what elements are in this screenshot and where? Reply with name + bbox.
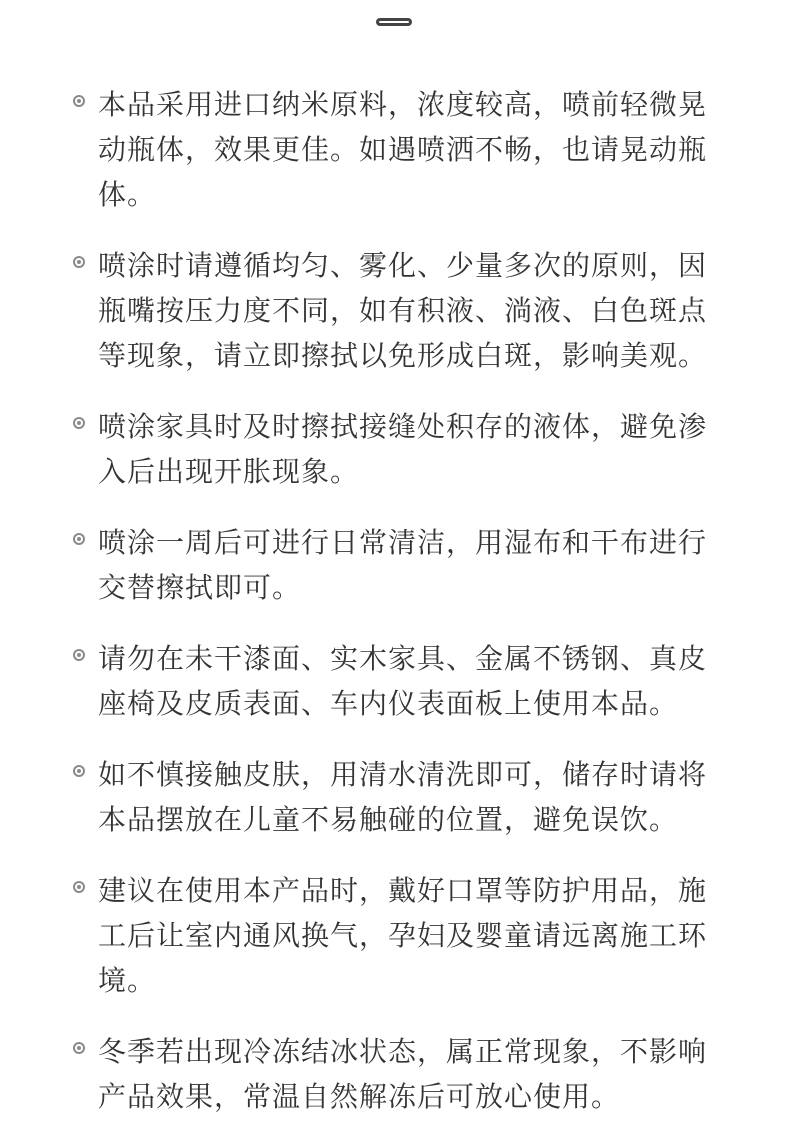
circle-bullet-icon (73, 765, 85, 777)
list-item (0, 243, 790, 378)
list-item (0, 520, 790, 610)
note-text: 喷涂家具时及时擦拭接缝处积存的液体，避免渗入后出现开胀现象。 (98, 410, 708, 488)
circle-bullet-icon (73, 1042, 85, 1054)
note-text: 本品采用进口纳米原料，浓度较高，喷前轻微晃动瓶体，效果更佳。如遇喷洒不畅，也请晃动瓶体。 (98, 88, 708, 211)
list-item (0, 404, 790, 494)
note-text: 喷涂一周后可进行日常清洁，用湿布和干布进行交替擦拭即可。 (98, 526, 708, 604)
note-text: 如不慎接触皮肤，用清水清洗即可，储存时请将本品摆放在儿童不易触碰的位置，避免误饮。 (98, 758, 708, 836)
usage-notes-list (0, 82, 790, 1128)
list-item (0, 868, 790, 1003)
list-item (0, 636, 790, 726)
circle-bullet-icon (73, 533, 85, 545)
note-text: 冬季若出现冷冻结冰状态，属正常现象，不影响产品效果，常温自然解冻后可放心使用。 (98, 1035, 708, 1113)
circle-bullet-icon (73, 881, 85, 893)
circle-bullet-icon (73, 256, 85, 268)
circle-bullet-icon (73, 95, 85, 107)
drag-handle-icon[interactable] (376, 18, 412, 26)
note-text: 建议在使用本产品时，戴好口罩等防护用品，施工后让室内通风换气，孕妇及婴童请远离施工环境。 (98, 874, 708, 997)
circle-bullet-icon (73, 649, 85, 661)
note-text: 喷涂时请遵循均匀、雾化、少量多次的原则，因瓶嘴按压力度不同，如有积液、淌液、白色斑点等现象，请立即擦拭以免形成白斑，影响美观。 (98, 249, 708, 372)
circle-bullet-icon (73, 417, 85, 429)
note-text: 请勿在未干漆面、实木家具、金属不锈钢、真皮座椅及皮质表面、车内仪表面板上使用本品。 (98, 642, 708, 720)
list-item (0, 1029, 790, 1119)
list-item (0, 752, 790, 842)
list-item (0, 82, 790, 217)
